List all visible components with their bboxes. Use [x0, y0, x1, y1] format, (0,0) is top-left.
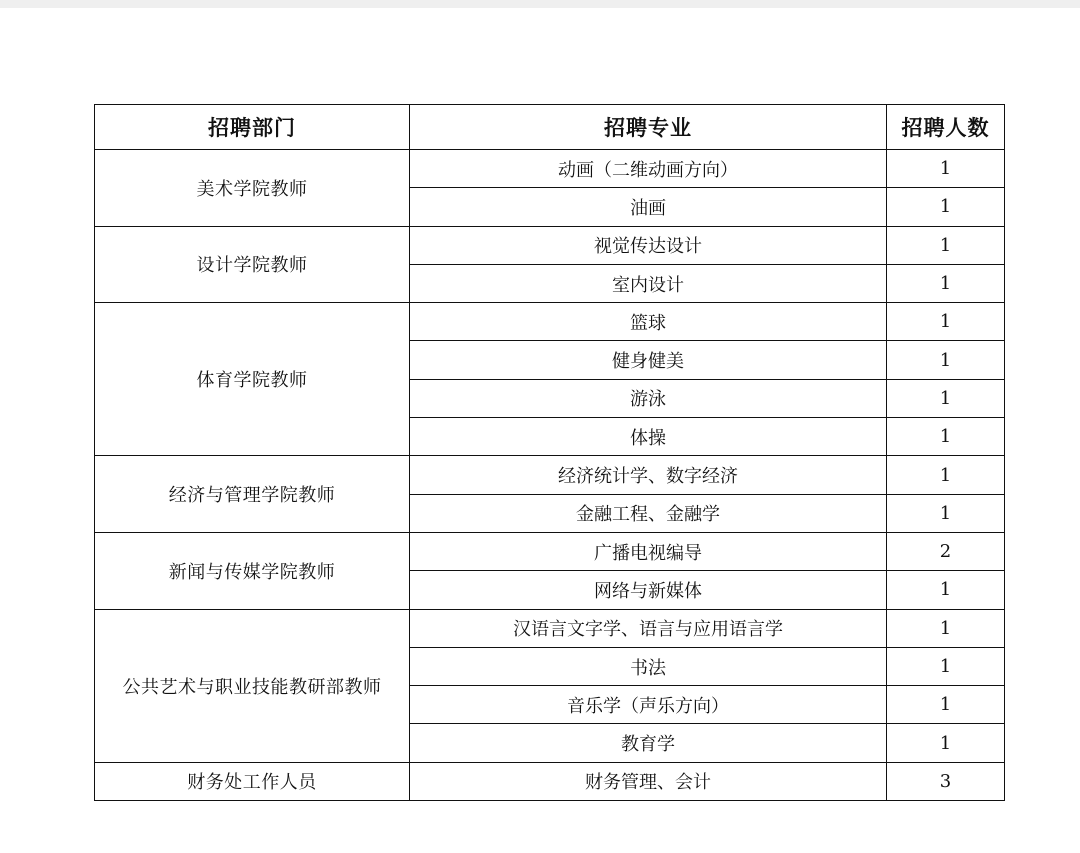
count-cell: 1 — [887, 494, 1005, 532]
count-cell: 1 — [887, 647, 1005, 685]
table-row — [95, 456, 1005, 494]
count-cell: 1 — [887, 341, 1005, 379]
major-cell: 篮球 — [410, 303, 887, 341]
major-cell: 教育学 — [410, 724, 887, 762]
count-cell: 1 — [887, 379, 1005, 417]
count-cell: 1 — [887, 456, 1005, 494]
header-major: 招聘专业 — [410, 105, 887, 150]
major-cell: 油画 — [410, 188, 887, 226]
major-cell: 汉语言文字学、语言与应用语言学 — [410, 609, 887, 647]
major-cell: 视觉传达设计 — [410, 226, 887, 264]
department-cell: 新闻与传媒学院教师 — [95, 532, 410, 609]
table-row — [95, 303, 1005, 341]
major-cell: 网络与新媒体 — [410, 571, 887, 609]
major-cell: 健身健美 — [410, 341, 887, 379]
department-cell: 美术学院教师 — [95, 150, 410, 227]
table-body — [95, 150, 1005, 801]
top-bar — [0, 0, 1080, 8]
count-cell: 1 — [887, 226, 1005, 264]
count-cell: 1 — [887, 609, 1005, 647]
department-cell: 经济与管理学院教师 — [95, 456, 410, 533]
count-cell: 1 — [887, 724, 1005, 762]
major-cell: 室内设计 — [410, 264, 887, 302]
major-cell: 游泳 — [410, 379, 887, 417]
major-cell: 书法 — [410, 647, 887, 685]
department-cell: 公共艺术与职业技能教研部教师 — [95, 609, 410, 762]
department-cell: 财务处工作人员 — [95, 762, 410, 800]
table-row — [95, 609, 1005, 647]
major-cell: 音乐学（声乐方向） — [410, 686, 887, 724]
count-cell: 1 — [887, 150, 1005, 188]
count-cell: 1 — [887, 303, 1005, 341]
major-cell: 体操 — [410, 418, 887, 456]
recruitment-table — [94, 104, 1005, 801]
table-header-row — [95, 105, 1005, 150]
major-cell: 经济统计学、数字经济 — [410, 456, 887, 494]
count-cell: 1 — [887, 418, 1005, 456]
count-cell: 1 — [887, 188, 1005, 226]
count-cell: 1 — [887, 571, 1005, 609]
table-row — [95, 762, 1005, 800]
major-cell: 广播电视编导 — [410, 532, 887, 570]
table-row — [95, 226, 1005, 264]
major-cell: 财务管理、会计 — [410, 762, 887, 800]
count-cell: 2 — [887, 532, 1005, 570]
department-cell: 体育学院教师 — [95, 303, 410, 456]
table-row — [95, 150, 1005, 188]
header-department: 招聘部门 — [95, 105, 410, 150]
major-cell: 金融工程、金融学 — [410, 494, 887, 532]
header-count: 招聘人数 — [887, 105, 1005, 150]
table-row — [95, 532, 1005, 570]
major-cell: 动画（二维动画方向） — [410, 150, 887, 188]
count-cell: 1 — [887, 686, 1005, 724]
count-cell: 3 — [887, 762, 1005, 800]
count-cell: 1 — [887, 264, 1005, 302]
department-cell: 设计学院教师 — [95, 226, 410, 303]
